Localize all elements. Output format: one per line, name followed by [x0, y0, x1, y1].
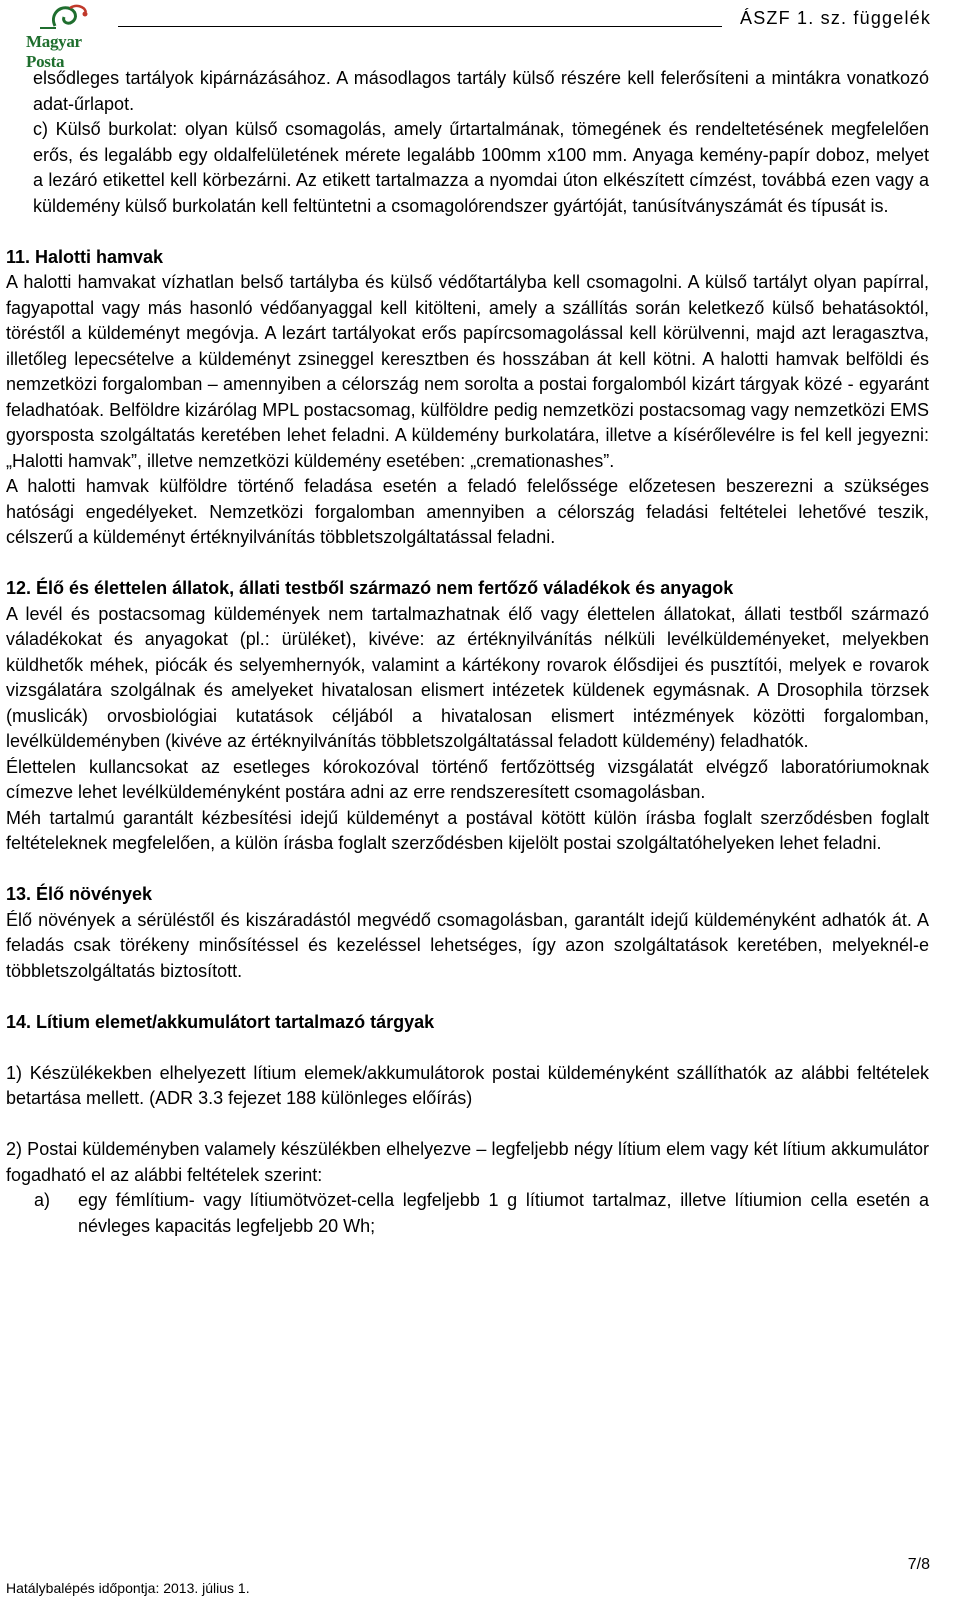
document-title: ÁSZF 1. sz. függelék	[740, 8, 932, 28]
intro-continuation: elsődleges tartályok kipárnázásához. A másodlagos tartály külső részére kell felerősíteni a mintákra vonatkozó adat-űrlapot.	[33, 68, 929, 114]
section-11-title: 11. Halotti hamvak	[6, 246, 164, 267]
logo-text: Magyar Posta	[26, 32, 82, 71]
section-13-paragraph-1: Élő növények a sérüléstől és kiszáradástól megvédő csomagolásban, garantált idejű küldeményként adhatók át. A feladás csak törékeny minősítéssel és kezeléssel lehetséges, így azon szolgáltatások keretében, melyeknél-e többletszolgáltatás biztosított.	[6, 909, 929, 981]
page-number: 7/8	[907, 1556, 930, 1573]
section-14-paragraph-1: 1) Készülékekben elhelyezett lítium elemek/akkumulátorok postai küldeményként szállíthatók az alábbi feltételek betartása mellett. (ADR 3.3 fejezet 188 különleges előírás)	[6, 1062, 929, 1108]
effective-date: Hatálybalépés időpontja: 2013. július 1.	[6, 1580, 250, 1596]
section-12-paragraph-3: Méh tartalmú garantált kézbesítési idejű küldeményt a postával kötött külön írásba foglalt szerződésben foglalt feltételeknek megfelelően, a külön írásba foglalt szerződésben kijelölt postai szolgáltatóhelyeken lehet feladni.	[6, 807, 929, 853]
page-header	[0, 0, 960, 71]
section-13-title: 13. Élő növények	[6, 884, 153, 904]
section-12-paragraph-2: Élettelen kullancsokat az esetleges kórokozóval történő fertőzöttség vizsgálatát elvégző laboratóriumoknak címezve lehet levélküldeményként postára adni az erre rendszeresített csomagolásban.	[6, 756, 929, 802]
magyar-posta-logo	[10, 2, 120, 71]
section-11-paragraph-2: A halotti hamvak külföldre történő feladása esetén a feladó felelőssége előzetesen beszerezni a szükséges hatósági engedélyeket. Nemzetközi forgalomban amennyiben a célország feladási feltételei lehetővé teszik, célszerű a küldeményt értéknyilvánítás többletszolgáltatással feladni.	[6, 476, 929, 547]
list-marker: a)	[34, 1190, 51, 1210]
header-rule	[118, 26, 722, 27]
document-body	[6, 66, 929, 1239]
section-12-paragraph-1: A levél és postacsomag küldemények nem tartalmazhatnak élő vagy élettelen állatokat, állati testből származó váladékokat és anyagokat (pl.: ürüléket), kivéve: az értéknyilvánítás nélküli levélküldeményeket, melyekben küldhetők méhek, piócák és selyemhernyók, valamint a kártékony rovarok élősdijei és pusztítói, melyek e rovarok vizsgálatára szolgálnak és amelyeket hivatalosan elismert intézetek küldenek egymásnak. A Drosophila törzsek (muslicák) orvosbiológiai kutatások céljából a hivatalosan elismert intézmények közötti forgalomban, levélküldeményben (kivéve az értéknyilvánítás többletszolgáltatással feladott küldemény) feladhatók.	[6, 603, 929, 751]
section-12-title: 12. Élő és élettelen állatok, állati testből származó nem fertőző váladékok és anyagok	[6, 578, 734, 598]
intro-item-c: c) Külső burkolat: olyan külső csomagolás, amely űrtartalmának, tömegének és rendeltetésének megfelelően erős, és legalább egy oldalfelületének mérete legalább 100mm x100 mm. Anyaga kemény-papír doboz, melyet a lezáró etikettel kell körbezárni. Az etikett tartalmazza a nyomdai úton elkészített címzést, továbbá ezen vagy a küldemény külső burkolatán kell feltüntetni a csomagolórendszer gyártóját, tanúsítványszámát és típusát is.	[33, 119, 929, 216]
section-14-item-a	[6, 1188, 929, 1239]
list-item-text: egy fémlítium- vagy lítiumötvözet-cella legfeljebb 1 g lítiumot tartalmaz, illetve lítiumion cella esetén a névleges kapacitás legfeljebb 20 Wh;	[78, 1190, 929, 1236]
section-11-paragraph-1: A halotti hamvakat vízhatlan belső tartályba és külső védőtartályba kell csomagolni. A külső tartályt olyan papírral, fagyapottal vagy más hasonló védőanyaggal kell kitölteni, amely a szállítás során keletkező külső behatásoktól, töréstől a küldeményt megóvja. A lezárt tartályokat erős papírcsomagolással kell körülvenni, majd azt leragasztva, illetőleg lepecsételve a küldeményt zsineggel keresztben és hosszában át kell kötni. A halotti hamvak belföldi és nemzetközi forgalomban – amennyiben a célország nem sorolta a postai forgalomból kizárt tárgyak közé - egyaránt feladhatóak. Belföldre kizárólag MPL postacsomag, külföldre pedig nemzetközi postacsomag vagy nemzetközi EMS gyorsposta szolgáltatás keretében lehet feladni. A küldemény burkolatára, illetve a kísérőlevélre is fel kell jegyezni: „Halotti hamvak”, illetve nemzetközi küldemény esetében: „cremationashes”.	[6, 272, 929, 471]
section-14-title: 14. Lítium elemet/akkumulátort tartalmazó tárgyak	[6, 1011, 435, 1032]
section-14-paragraph-2: 2) Postai küldeményben valamely készülékben elhelyezve – legfeljebb négy lítium elem vagy két lítium akkumulátor fogadható el az alábbi feltételek szerint:	[6, 1139, 929, 1185]
